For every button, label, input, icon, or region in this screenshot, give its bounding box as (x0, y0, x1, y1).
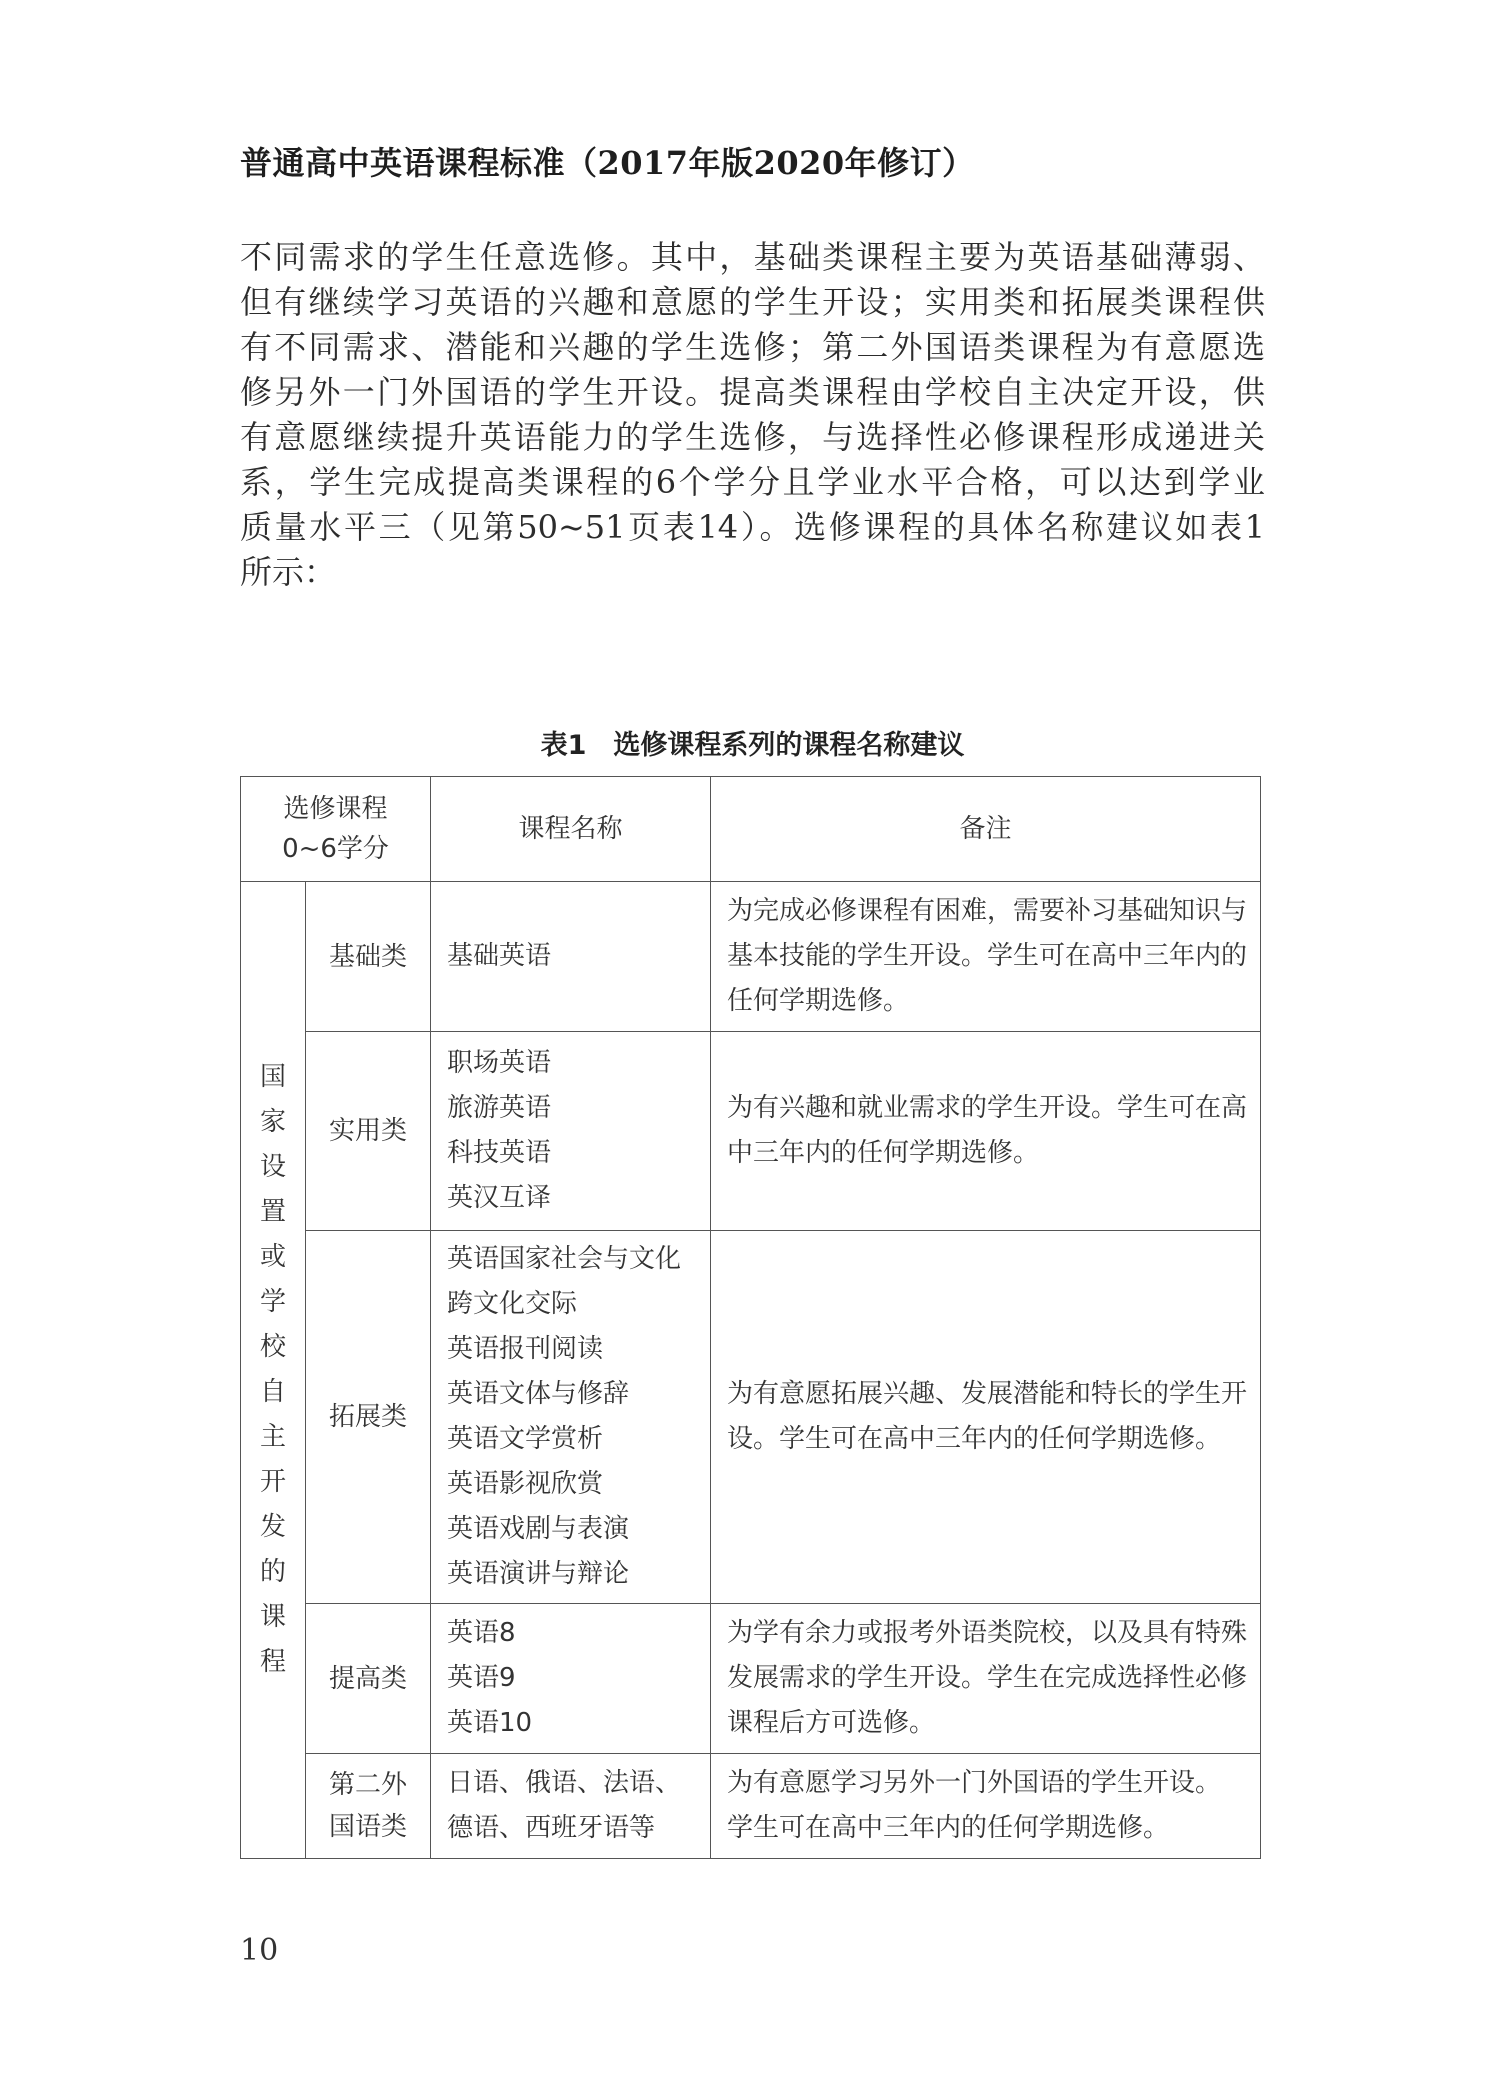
remark-cell: 为有意愿拓展兴趣、发展潜能和特长的学生开设。学生可在高中三年内的任何学期选修。 (711, 1231, 1261, 1604)
course-name: 英语报刊阅读 (447, 1334, 604, 1364)
paragraph-line: 有不同需求、潜能和兴趣的学生选修；第二外国语类课程为有意愿选 (240, 328, 1265, 366)
group-label-char: 开 (259, 1467, 286, 1497)
group-label-char: 主 (259, 1422, 286, 1452)
running-head: 普通高中英语课程标准（2017年版2020年修订） (240, 144, 975, 182)
group-label-char: 的 (259, 1557, 286, 1587)
category-cell: 提高类 (306, 1604, 431, 1754)
course-names-cell (431, 1604, 711, 1754)
remark-cell: 为学有余力或报考外语类院校，以及具有特殊发展需求的学生开设。学生在完成选择性必修课程后方可选修。 (711, 1604, 1261, 1754)
group-label-char: 设 (259, 1152, 286, 1182)
course-name: 英语9 (447, 1663, 516, 1693)
remark-cell: 为完成必修课程有困难，需要补习基础知识与基本技能的学生开设。学生可在高中三年内的任何学期选修。 (711, 882, 1261, 1032)
course-names-cell (431, 1754, 711, 1859)
table-row-practical (241, 1032, 1261, 1231)
body-paragraph (240, 235, 1265, 595)
course-name: 英语戏剧与表演 (447, 1514, 630, 1544)
table-caption: 表1 选修课程系列的课程名称建议 (540, 730, 965, 761)
paragraph-line: 有意愿继续提升英语能力的学生选修，与选择性必修课程形成递进关 (240, 418, 1265, 456)
course-name: 英语10 (447, 1708, 533, 1738)
course-name: 职场英语 (447, 1048, 552, 1078)
course-name: 英语文体与修辞 (447, 1379, 630, 1409)
category-cell: 拓展类 (306, 1231, 431, 1604)
page-number: 10 (240, 1933, 279, 1968)
group-label-char: 国 (259, 1062, 286, 1092)
group-label-char: 自 (259, 1377, 286, 1407)
header-elective-label: 选修课程 (283, 794, 388, 824)
header-elective-credits (241, 777, 431, 882)
table-row-extended (241, 1231, 1261, 1604)
course-name: 英语国家社会与文化 (447, 1244, 682, 1274)
course-names-cell (431, 1032, 711, 1231)
elective-course-table (240, 776, 1261, 1859)
course-names-cell (431, 882, 711, 1032)
course-name: 英语演讲与辩论 (447, 1559, 630, 1589)
group-label-char: 家 (259, 1107, 286, 1137)
group-label-char: 发 (259, 1512, 286, 1542)
group-label-vertical (241, 882, 306, 1859)
course-name: 英语8 (447, 1618, 516, 1648)
course-name: 科技英语 (447, 1138, 552, 1168)
group-label-char: 校 (259, 1332, 286, 1362)
category-line: 第二外 (328, 1770, 407, 1800)
group-label-char: 课 (259, 1602, 286, 1632)
group-label-char: 或 (259, 1242, 286, 1272)
paragraph-line: 质量水平三（见第50~51页表14）。选修课程的具体名称建议如表1 (240, 508, 1265, 546)
paragraph-line: 不同需求的学生任意选修。其中，基础类课程主要为英语基础薄弱、 (240, 238, 1265, 276)
category-cell (306, 1754, 431, 1859)
table-header-row (241, 777, 1261, 882)
remark-line: 学生可在高中三年内的任何学期选修。 (727, 1813, 1170, 1843)
header-course-name: 课程名称 (431, 777, 711, 882)
course-name: 跨文化交际 (447, 1289, 578, 1319)
category-cell: 实用类 (306, 1032, 431, 1231)
group-label-char: 学 (259, 1287, 286, 1317)
category-cell: 基础类 (306, 882, 431, 1032)
course-name: 英语文学赏析 (447, 1424, 604, 1454)
course-name: 旅游英语 (447, 1093, 552, 1123)
group-label-char: 置 (259, 1197, 286, 1227)
paragraph-line: 但有继续学习英语的兴趣和意愿的学生开设；实用类和拓展类课程供 (240, 283, 1265, 321)
remark-cell (711, 1754, 1261, 1859)
remark-cell: 为有兴趣和就业需求的学生开设。学生可在高中三年内的任何学期选修。 (711, 1032, 1261, 1231)
course-names-cell (431, 1231, 711, 1604)
table-row-advanced (241, 1604, 1261, 1754)
group-label-char: 程 (259, 1647, 286, 1677)
course-name: 英汉互译 (447, 1183, 552, 1213)
paragraph-line: 修另外一门外国语的学生开设。提高类课程由学校自主决定开设，供 (240, 373, 1265, 411)
header-remarks: 备注 (711, 777, 1261, 882)
header-credits-label: 0~6学分 (282, 834, 389, 864)
category-line: 国语类 (328, 1812, 407, 1842)
course-name: 基础英语 (447, 941, 552, 971)
remark-line: 为有意愿学习另外一门外国语的学生开设。 (727, 1768, 1222, 1798)
course-name: 日语、俄语、法语、 (447, 1768, 682, 1798)
table-row-basic (241, 882, 1261, 1032)
paragraph-line: 系，学生完成提高类课程的6个学分且学业水平合格，可以达到学业 (240, 463, 1265, 501)
course-name: 英语影视欣赏 (447, 1469, 604, 1499)
paragraph-line: 所示： (240, 553, 337, 591)
course-name: 德语、西班牙语等 (447, 1813, 656, 1843)
table-row-second-foreign-language (241, 1754, 1261, 1859)
